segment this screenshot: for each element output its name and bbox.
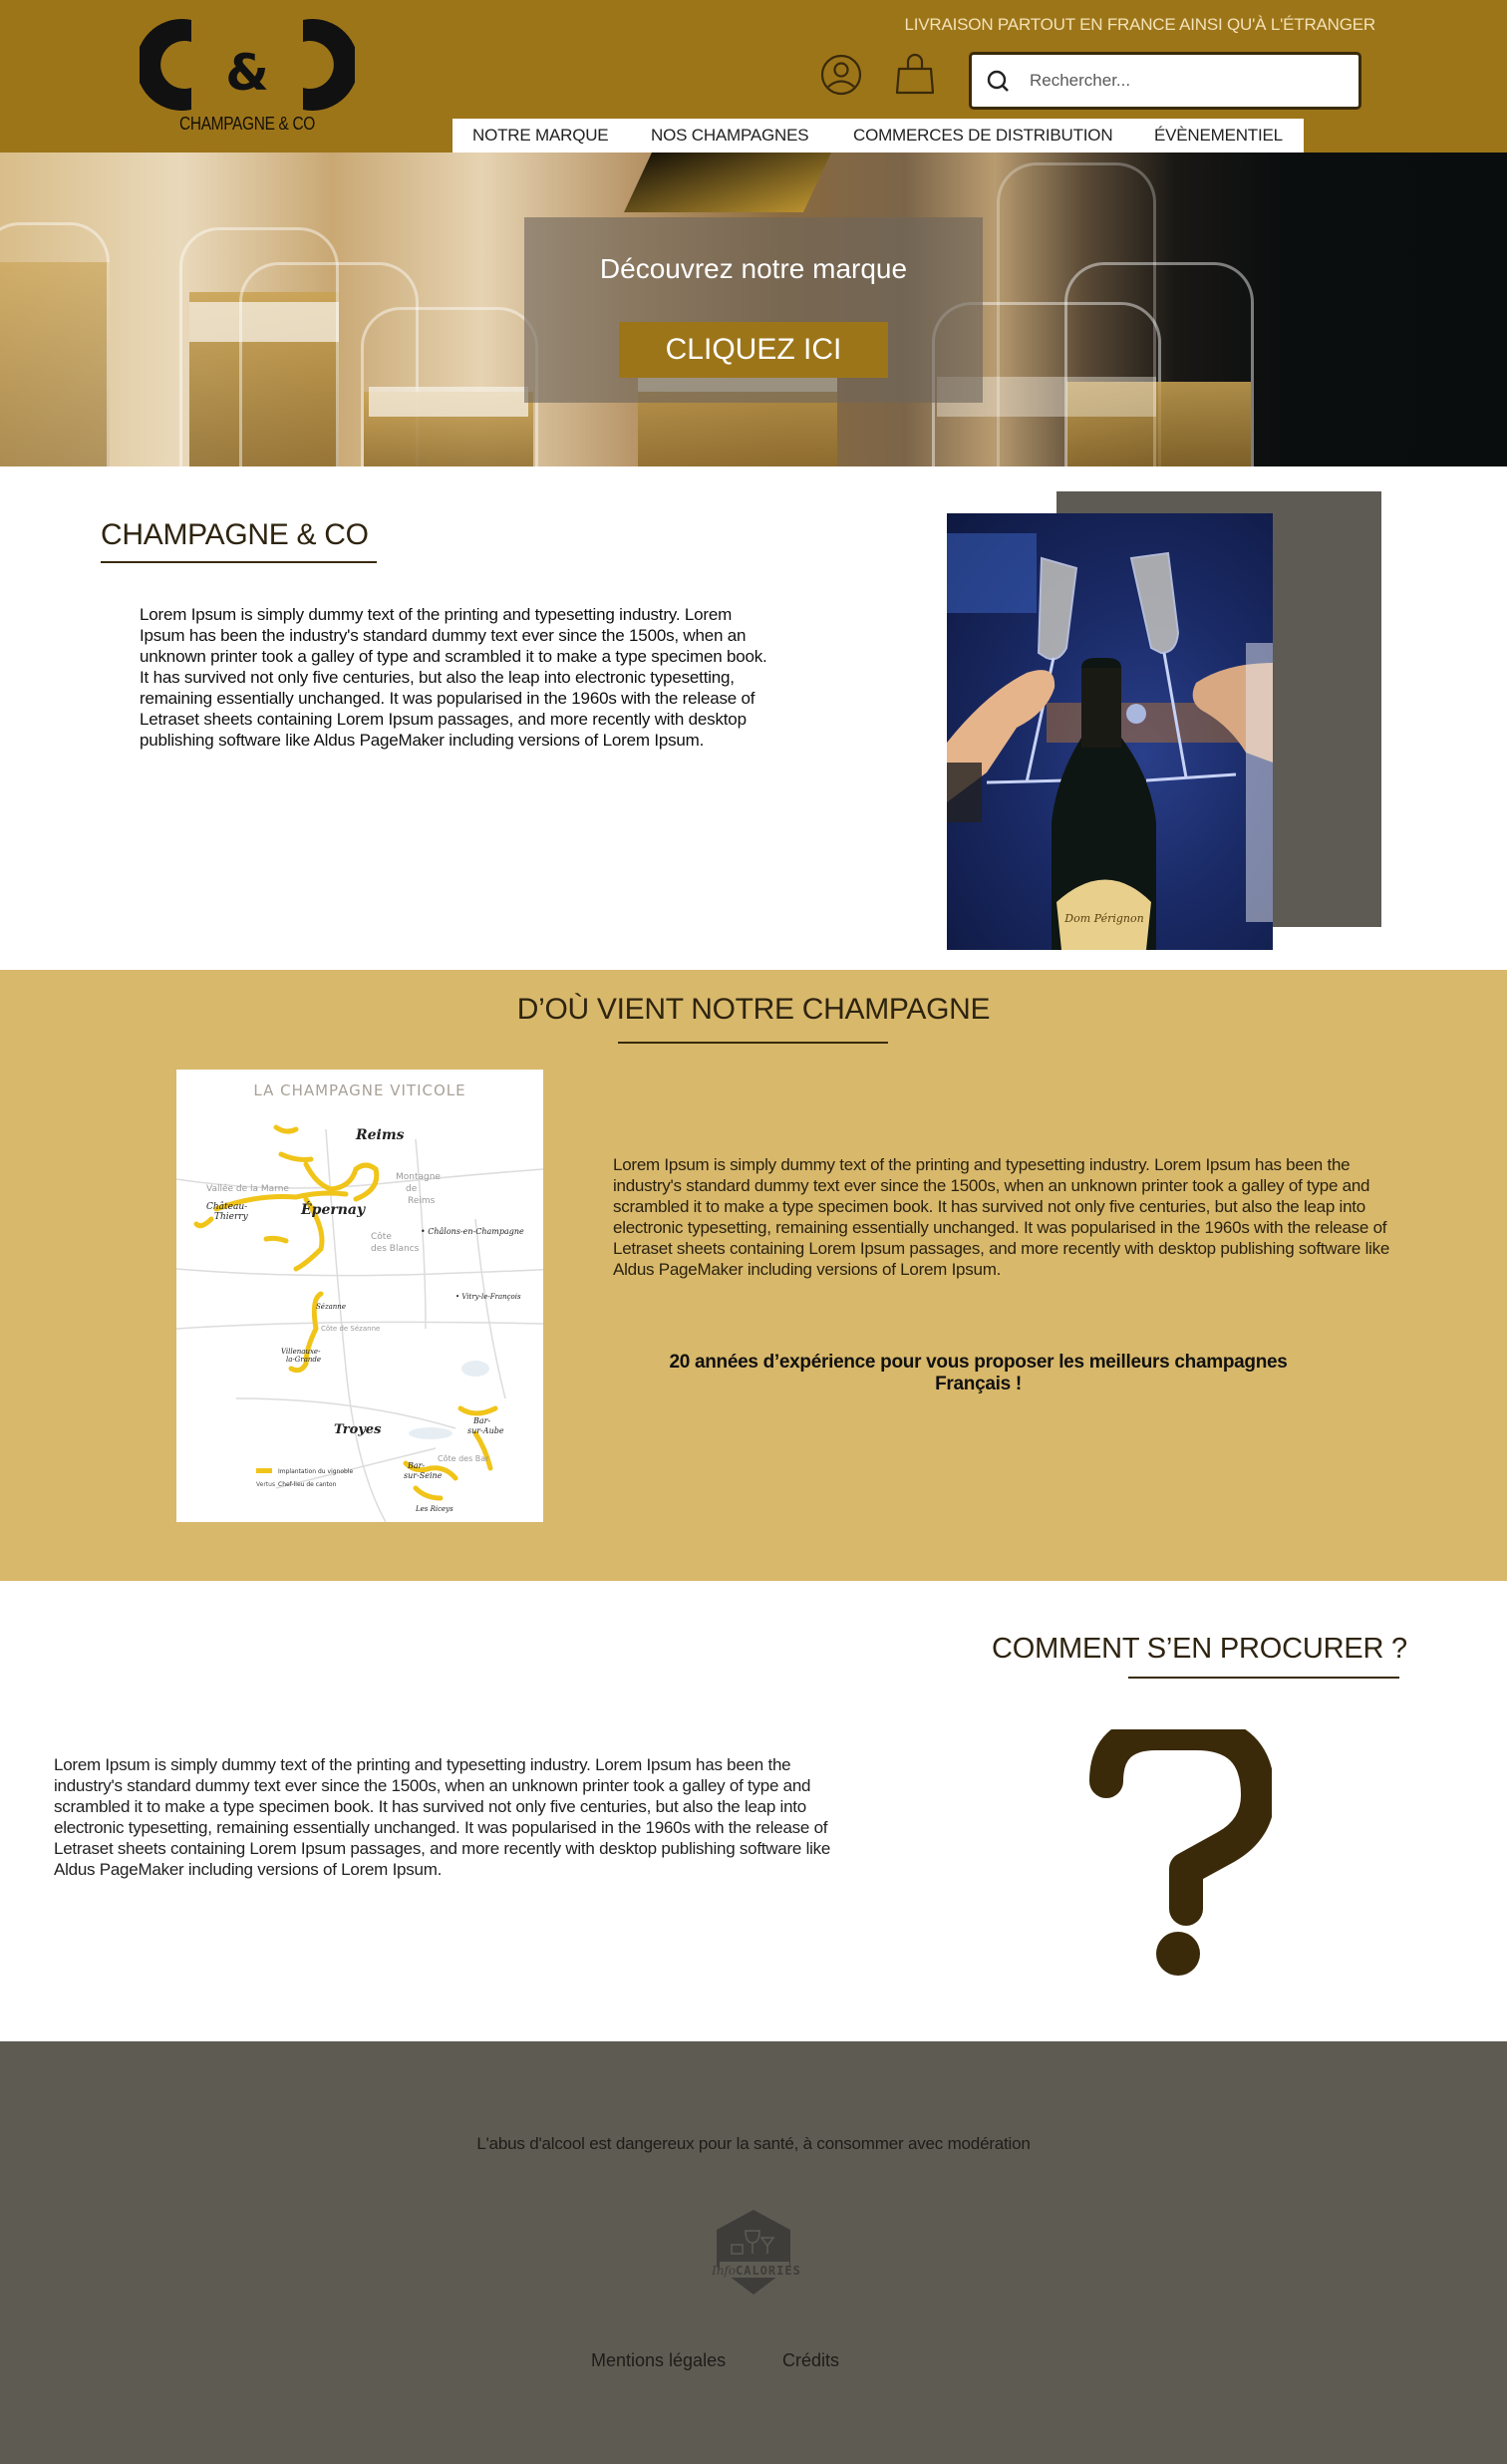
shopping-bag-icon [893, 53, 937, 97]
svg-text:Château-: Château- [206, 1202, 248, 1212]
svg-text:Implantation du vignoble: Implantation du vignoble [278, 1468, 354, 1475]
shipping-tagline: LIVRAISON PARTOUT EN FRANCE AINSI QU'À L'ÉTRANGER [904, 15, 1375, 34]
info-calories-icon [698, 2207, 809, 2299]
main-nav [452, 119, 1304, 153]
svg-text:sur-Aube: sur-Aube [467, 1426, 504, 1435]
question-mark-icon [1086, 1729, 1272, 1979]
user-circle-icon [820, 54, 862, 96]
svg-text:Reims: Reims [408, 1196, 436, 1206]
howto-section-title: COMMENT S’EN PROCURER ? [991, 1633, 1407, 1665]
svg-text:Vallée de la Marne: Vallée de la Marne [206, 1184, 289, 1194]
origin-title-underline [618, 1042, 888, 1044]
champagne-toast-photo [947, 513, 1273, 950]
about-paragraph: Lorem Ipsum is simply dummy text of the printing and typesetting industry. Lorem Ipsum has been the industry's standard dummy text ever since the 1500s, when an unknown printer took a galley of type and scrambled it to make a type specimen book. It has survived not only five centuries, but also the leap into electronic typesetting, remaining essentially unchanged. It was popularised in the 1960s with the release of Letraset sheets containing Lorem Ipsum passages, and more recently with desktop publishing software like Aldus PageMaker including versions of Lorem Ipsum. [140, 605, 767, 750]
howto-paragraph: Lorem Ipsum is simply dummy text of the printing and typesetting industry. Lorem Ipsum has been the industry's standard dummy text ever since the 1500s, when an unknown printer took a galley of type and scrambled it to make a type specimen book. It has survived not only five centuries, but also the leap into electronic typesetting, remaining essentially unchanged. It was popularised in the 1960s with the release of Letraset sheets containing Lorem Ipsum passages, and more recently with desktop publishing software like Aldus PageMaker including versions of Lorem Ipsum. [54, 1755, 831, 1879]
origin-section-title: D’OÙ VIENT NOTRE CHAMPAGNE [516, 993, 991, 1026]
map-illustration [176, 1070, 543, 1522]
svg-text:sur-Seine: sur-Seine [404, 1471, 443, 1480]
svg-text:Thierry: Thierry [214, 1212, 248, 1222]
svg-text:Reims: Reims [356, 1127, 405, 1143]
svg-text:Dom Pérignon: Dom Pérignon [1064, 912, 1144, 925]
svg-text:• Vitry-le-François: • Vitry-le-François [455, 1293, 521, 1301]
svg-text:Côte des Bar: Côte des Bar [438, 1454, 489, 1463]
experience-highlight: 20 années d’expérience pour vous proposer les meilleurs champagnes Français ! [669, 1352, 1288, 1394]
footer-link-mentions-legales[interactable]: Mentions légales [591, 2350, 727, 2370]
svg-text:Troyes: Troyes [334, 1422, 382, 1437]
hero-title: Découvrez notre marque [599, 253, 908, 284]
cart-button[interactable] [893, 53, 937, 97]
about-title-underline [101, 561, 377, 563]
svg-text:Les Riceys: Les Riceys [416, 1505, 453, 1513]
alcohol-warning: L'abus d'alcool est dangereux pour la santé, à consommer avec modération [476, 2134, 1031, 2153]
howto-title-underline [1128, 1677, 1399, 1679]
svg-text:Info: Info [712, 2264, 737, 2278]
svg-text:Côte: Côte [371, 1232, 392, 1242]
svg-text:• Châlons-en-Champagne: • Châlons-en-Champagne [421, 1227, 524, 1236]
champagne-toast-illustration [947, 513, 1273, 950]
svg-text:la-Grande: la-Grande [286, 1356, 322, 1364]
svg-text:Sézanne: Sézanne [316, 1303, 346, 1311]
svg-text:des Blancs: des Blancs [371, 1244, 420, 1254]
search-icon[interactable] [986, 69, 1012, 95]
nav-item-evenementiel[interactable]: ÉVÈNEMENTIEL [1154, 126, 1283, 145]
svg-text:Montagne: Montagne [396, 1172, 441, 1182]
search-input[interactable] [1030, 67, 1349, 95]
svg-text:Côte de Sézanne: Côte de Sézanne [321, 1325, 381, 1333]
svg-text:Bar-: Bar- [473, 1416, 491, 1425]
footer-link-credits[interactable]: Crédits [782, 2350, 840, 2370]
svg-text:de: de [406, 1184, 418, 1194]
search-box[interactable] [969, 52, 1361, 110]
svg-text:Bar-: Bar- [408, 1461, 426, 1470]
hero-cta-button[interactable]: CLIQUEZ ICI [619, 322, 888, 378]
about-section-title: CHAMPAGNE & CO [101, 518, 369, 551]
svg-text:LA CHAMPAGNE VITICOLE: LA CHAMPAGNE VITICOLE [253, 1081, 466, 1099]
account-button[interactable] [820, 54, 862, 96]
svg-text:Villenauxe-: Villenauxe- [281, 1348, 321, 1356]
site-logo[interactable] [140, 18, 355, 134]
nav-item-notre-marque[interactable]: NOTRE MARQUE [472, 126, 609, 145]
svg-text:Chef-lieu de canton: Chef-lieu de canton [278, 1481, 337, 1488]
svg-text:Épernay: Épernay [301, 1202, 366, 1218]
svg-text:Vertus: Vertus [256, 1481, 276, 1488]
nav-item-commerces-de-distribution[interactable]: COMMERCES DE DISTRIBUTION [853, 126, 1113, 145]
logo-brand-text: CHAMPAGNE & CO [179, 114, 315, 134]
svg-text:&: & [225, 44, 269, 102]
nav-item-nos-champagnes[interactable]: NOS CHAMPAGNES [651, 126, 809, 145]
info-calories-logo[interactable] [698, 2207, 809, 2299]
origin-paragraph: Lorem Ipsum is simply dummy text of the printing and typesetting industry. Lorem Ipsum has been the industry's standard dummy text ever since the 1500s, when an unknown printer took a galley of type and scrambled it to make a type specimen book. It has survived not only five centuries, but also the leap into electronic typesetting, remaining essentially unchanged. It was popularised in the 1960s with the release of Letraset sheets containing Lorem Ipsum passages, and more recently with desktop publishing software like Aldus PageMaker including versions of Lorem Ipsum. [613, 1155, 1390, 1279]
champagne-region-map [176, 1070, 543, 1522]
logo-monogram-icon [140, 18, 355, 112]
svg-text:CALORIES: CALORIES [736, 2264, 801, 2278]
